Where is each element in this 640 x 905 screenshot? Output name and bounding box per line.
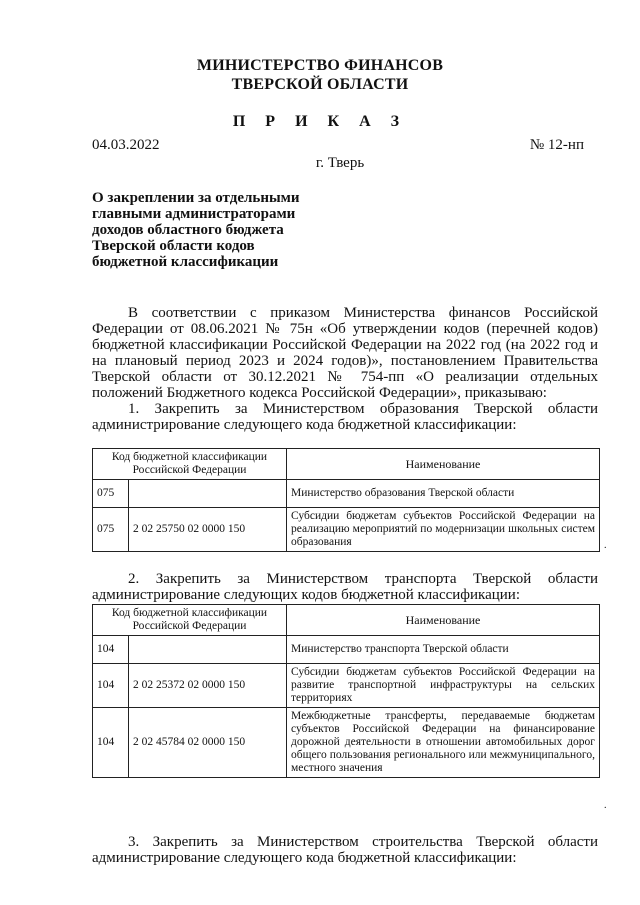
preamble-text: В соответствии с приказом Министерства финансов Российской Федерации от 08.06.2021 № 75н «Об утверждении кодов (перечней кодов) бюджетной классификации Российской Федерации на 2022 год (на 2022 год и на плановый период 2023 и 2024 годов)», постановлением Правительства Тверской области от 30.12.2021 № 754-пп «О реализации отдельных положений Бюджетного кодекса Российской Федерации», приказываю: (92, 305, 598, 401)
admin-code: 075 (93, 480, 129, 508)
table-row (93, 708, 600, 778)
revenue-name: Министерство образования Тверской области (287, 480, 600, 508)
admin-code: 104 (93, 664, 129, 708)
item-3-line-1: 3. Закрепить за Министерством строительства Тверской области (128, 834, 598, 850)
subject-line: О закреплении за отдельными (92, 190, 300, 206)
table-row (93, 508, 600, 552)
kbk-code (129, 636, 287, 664)
margin-mark: . (604, 800, 607, 811)
ministry-line-1: МИНИСТЕРСТВО ФИНАНСОВ (196, 57, 444, 74)
revenue-name: Субсидии бюджетам субъектов Российской Федерации на развитие транспортной инфраструктуры на сельских территориях (287, 664, 600, 708)
preamble-block (92, 305, 598, 433)
subject-line: бюджетной классификации (92, 254, 279, 270)
table-education (92, 448, 600, 552)
item-3-block (92, 834, 598, 866)
ministry-line-2: ТВЕРСКОЙ ОБЛАСТИ (231, 76, 409, 93)
item-2-block (92, 571, 598, 603)
item-1-line-2: администрирование следующего кода бюджетной классификации: (92, 417, 517, 433)
margin-mark: . (604, 540, 607, 551)
subject-line: Тверской области кодов (92, 238, 255, 254)
item-1-line-1: 1. Закрепить за Министерством образования Тверской области (128, 401, 598, 417)
header-code: Код бюджетной классификации Российской Федерации (93, 605, 287, 636)
admin-code: 075 (93, 508, 129, 552)
kbk-code: 2 02 25372 02 0000 150 (129, 664, 287, 708)
kbk-code: 2 02 25750 02 0000 150 (129, 508, 287, 552)
subject-line: главными администраторами (92, 206, 296, 222)
order-number: № 12-нп (529, 137, 584, 153)
table-row (93, 480, 600, 508)
item-2-line-2: администрирование следующих кодов бюджетной классификации: (92, 587, 520, 603)
order-date: 04.03.2022 (92, 137, 160, 153)
item-3-line-2: администрирование следующего кода бюджетной классификации: (92, 850, 517, 866)
kbk-code: 2 02 45784 02 0000 150 (129, 708, 287, 778)
document-type: П Р И К А З (232, 113, 408, 130)
header-name: Наименование (287, 605, 600, 636)
revenue-name: Межбюджетные трансферты, передаваемые бюджетам субъектов Российской Федерации на финансирование дорожной деятельности в отношении автомобильных дорог общего пользования регионального или межмуниципального, местного значения (287, 708, 600, 778)
admin-code: 104 (93, 708, 129, 778)
order-subject (92, 190, 332, 270)
revenue-name: Министерство транспорта Тверской области (287, 636, 600, 664)
kbk-code (129, 480, 287, 508)
subject-line: доходов областного бюджета (92, 222, 284, 238)
header-code: Код бюджетной классификации Российской Федерации (93, 449, 287, 480)
table-row (93, 636, 600, 664)
header-name: Наименование (287, 449, 600, 480)
admin-code: 104 (93, 636, 129, 664)
ministry-title (0, 56, 640, 94)
item-2-line-1: 2. Закрепить за Министерством транспорта Тверской области (128, 571, 598, 587)
table-transport (92, 604, 600, 778)
table-row (93, 664, 600, 708)
order-city: г. Тверь (315, 155, 365, 171)
revenue-name: Субсидии бюджетам субъектов Российской Федерации на реализацию мероприятий по модернизации школьных систем образования (287, 508, 600, 552)
